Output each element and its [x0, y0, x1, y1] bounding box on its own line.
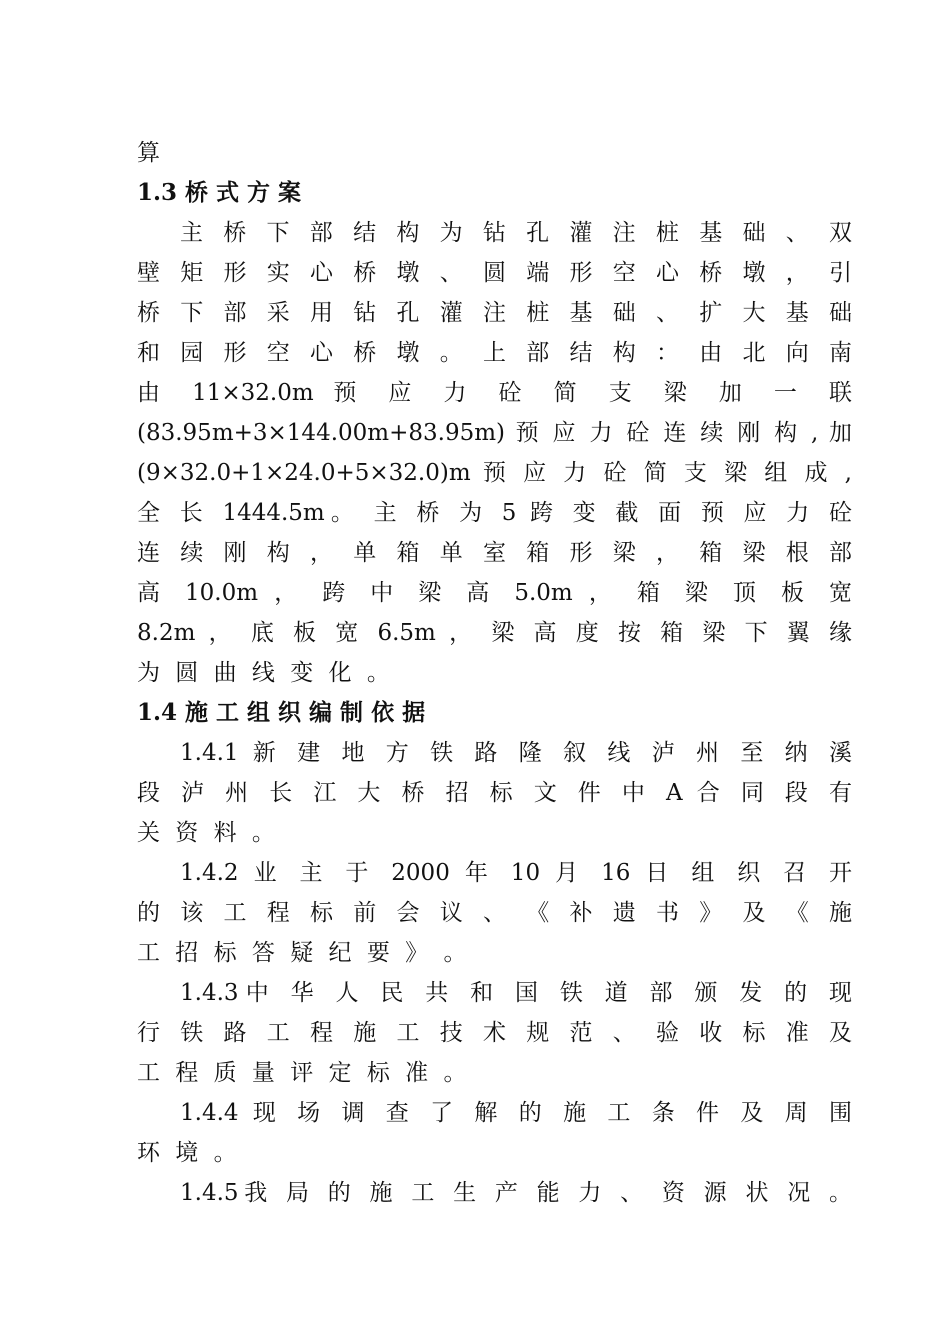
paragraph-line: 由 11×32.0m 预 应 力 砼 简 支 梁 加 一 联 — [137, 380, 852, 406]
list-item-line: 1.4.2 业 主 于 2000 年 10 月 16 日 组 织 召 开 — [180, 860, 852, 886]
list-item-line: 的 该 工 程 标 前 会 议 、 《 补 遗 书 》 及 《 施 — [137, 900, 852, 926]
text-line-continuation: 算 — [137, 140, 160, 166]
paragraph-line: 高 10.0m ， 跨 中 梁 高 5.0m ， 箱 梁 顶 板 宽 — [137, 580, 852, 606]
list-item-line: 1.4.3中 华 人 民 共 和 国 铁 道 部 颁 发 的 现 — [180, 980, 852, 1006]
list-item-line: 工 程 质 量 评 定 标 准 。 — [137, 1060, 471, 1086]
paragraph-line: 和 园 形 空 心 桥 墩 。 上 部 结 构 ： 由 北 向 南 — [137, 340, 852, 366]
list-item-line: 行 铁 路 工 程 施 工 技 术 规 范 、 验 收 标 准 及 — [137, 1020, 852, 1046]
list-item-line: 1.4.1 新 建 地 方 铁 路 隆 叙 线 泸 州 至 纳 溪 — [180, 740, 852, 766]
paragraph-line: 全 长 1444.5m。 主 桥 为 5 跨 变 截 面 预 应 力 砼 — [137, 500, 852, 526]
paragraph-line: (9×32.0+1×24.0+5×32.0)m 预 应 力 砼 简 支 梁 组 成 , — [137, 460, 852, 486]
list-item-line: 工 招 标 答 疑 纪 要 》 。 — [137, 940, 471, 966]
paragraph-line: 主 桥 下 部 结 构 为 钻 孔 灌 注 桩 基 础 、 双 — [180, 220, 852, 246]
paragraph-line: 8.2m ， 底 板 宽 6.5m ， 梁 高 度 按 箱 梁 下 翼 缘 — [137, 620, 852, 646]
paragraph-line: 连 续 刚 构 ， 单 箱 单 室 箱 形 梁 ， 箱 梁 根 部 — [137, 540, 852, 566]
section-heading-1-4: 1.4 施 工 组 织 编 制 依 据 — [137, 699, 426, 726]
list-item-line: 关 资 料 。 — [137, 820, 279, 846]
list-item-line: 1.4.5我 局 的 施 工 生 产 能 力 、 资 源 状 况 。 — [180, 1180, 852, 1206]
list-item-line: 段 泸 州 长 江 大 桥 招 标 文 件 中 A 合 同 段 有 — [137, 780, 852, 806]
paragraph-line: 壁 矩 形 实 心 桥 墩 、 圆 端 形 空 心 桥 墩 ， 引 — [137, 260, 852, 286]
paragraph-line: (83.95m+3×144.00m+83.95m) 预 应 力 砼 连 续 刚 构 , 加 — [137, 420, 852, 446]
list-item-line: 1.4.4 现 场 调 查 了 解 的 施 工 条 件 及 周 围 — [180, 1100, 852, 1126]
list-item-line: 环 境 。 — [137, 1140, 241, 1166]
section-heading-1-3: 1.3 桥 式 方 案 — [137, 179, 302, 206]
paragraph-line: 为 圆 曲 线 变 化 。 — [137, 660, 394, 686]
paragraph-line: 桥 下 部 采 用 钻 孔 灌 注 桩 基 础 、 扩 大 基 础 — [137, 300, 852, 326]
